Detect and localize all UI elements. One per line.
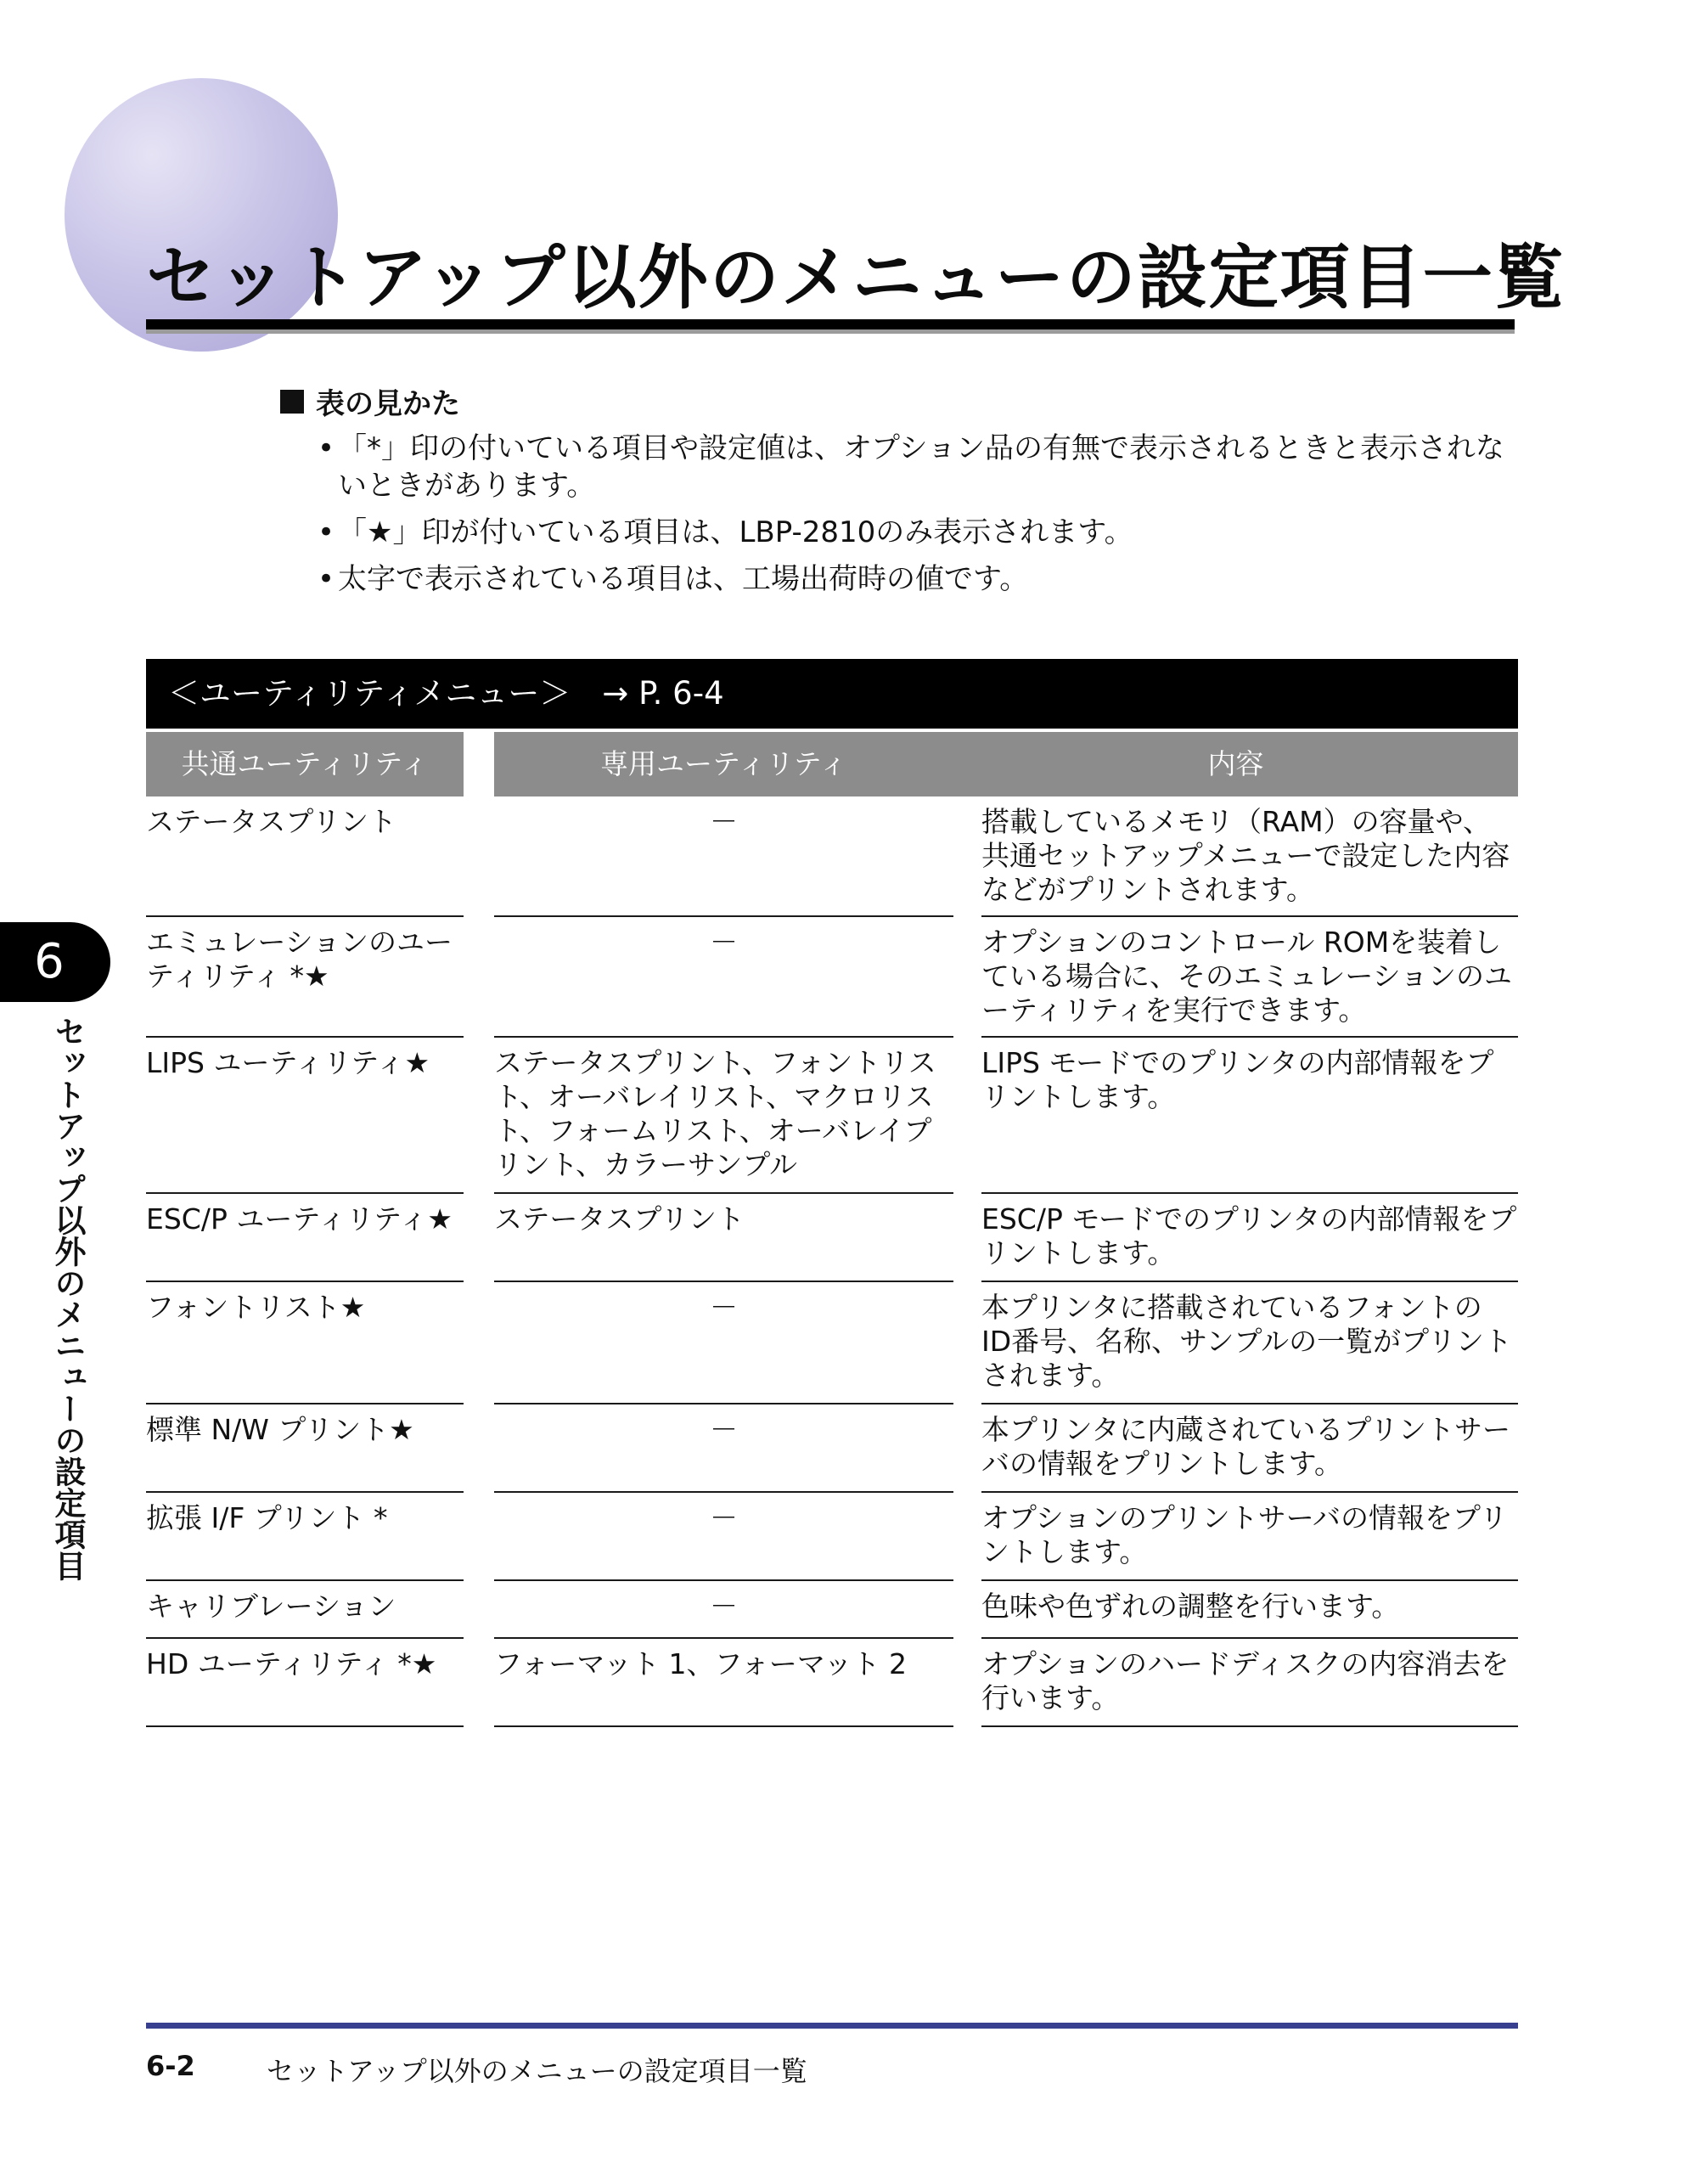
cell-content: オプションのハードディスクの内容消去を行います。 [981,1639,1518,1727]
table-row [146,1194,1518,1282]
page-number: 6-2 [146,2050,195,2082]
page-title: セットアップ以外のメニューの設定項目一覧 [146,238,1566,318]
table-row [146,1493,1518,1581]
legend-bullet: • 「★」印が付いている項目は、LBP-2810のみ表示されます。 [318,514,1523,551]
title-underline [146,319,1515,329]
legend-bullet-list [318,430,1523,607]
cell-dedicated: － [494,917,953,1038]
cell-common: HD ユーティリティ *★ [146,1639,464,1727]
cell-common: ステータスプリント [146,796,464,917]
cell-dedicated: － [494,1404,953,1493]
cell-content: オプションのコントロール ROMを装着している場合に、そのエミュレーションのユーティリティを実行できます。 [981,917,1518,1038]
title-underline-shadow [146,329,1515,334]
cell-dedicated: － [494,1493,953,1581]
cell-common: 拡張 I/F プリント * [146,1493,464,1581]
cell-common: キャリブレーション [146,1581,464,1639]
cell-content: LIPS モードでのプリンタの内部情報をプリントします。 [981,1038,1518,1194]
cell-dedicated: － [494,1282,953,1404]
side-chapter-label: セットアップ以外のメニューの設定項目 [49,1016,86,1581]
table-row [146,917,1518,1038]
cell-dedicated: フォーマット 1、フォーマット 2 [494,1639,953,1727]
cell-content: ESC/P モードでのプリンタの内部情報をプリントします。 [981,1194,1518,1282]
header-content: 内容 [953,732,1518,796]
cell-dedicated: ステータスプリント [494,1194,953,1282]
footer-rule [146,2023,1518,2029]
cell-dedicated: － [494,796,953,917]
table-row [146,1639,1518,1727]
legend-bullet: • 太字で表示されている項目は、工場出荷時の値です。 [318,560,1523,598]
cell-content: 搭載しているメモリ（RAM）の容量や、共通セットアップメニューで設定した内容などがプリントされます。 [981,796,1518,917]
cell-common: LIPS ユーティリティ★ [146,1038,464,1194]
footer-title: セットアップ以外のメニューの設定項目一覧 [267,2055,807,2087]
table-row [146,1581,1518,1639]
legend-heading [280,380,460,422]
header-common-utility: 共通ユーティリティ [146,732,464,796]
chapter-tab: 6 [0,922,110,1002]
utility-menu-banner: ＜ユーティリティメニュー＞ → P. 6-4 [146,659,1518,729]
table-row [146,1404,1518,1493]
legend-bullet: • 「*」印の付いている項目や設定値は、オプション品の有無で表示されるときと表示されないときがあります。 [318,430,1523,504]
cell-content: オプションのプリントサーバの情報をプリントします。 [981,1493,1518,1581]
cell-dedicated: － [494,1581,953,1639]
cell-common: 標準 N/W プリント★ [146,1404,464,1493]
cell-content: 本プリンタに内蔵されているプリントサーバの情報をプリントします。 [981,1404,1518,1493]
cell-content: 本プリンタに搭載されているフォントの ID番号、名称、サンプルの一覧がプリントされます。 [981,1282,1518,1404]
cell-common: ESC/P ユーティリティ★ [146,1194,464,1282]
table-row [146,1038,1518,1194]
header-dedicated-utility: 専用ユーティリティ [494,732,953,796]
table-row [146,1282,1518,1404]
cell-content: 色味や色ずれの調整を行います。 [981,1581,1518,1639]
legend-heading-text: 表の見かた [316,387,460,421]
square-bullet-icon [280,390,304,414]
cell-dedicated: ステータスプリント、フォントリスト、オーバレイリスト、マクロリスト、フォームリスト、オーバレイプリント、カラーサンプル [494,1038,953,1194]
cell-common: エミュレーションのユーティリティ *★ [146,917,464,1038]
cell-common: フォントリスト★ [146,1282,464,1404]
utility-table [146,796,1518,1727]
table-row [146,796,1518,917]
